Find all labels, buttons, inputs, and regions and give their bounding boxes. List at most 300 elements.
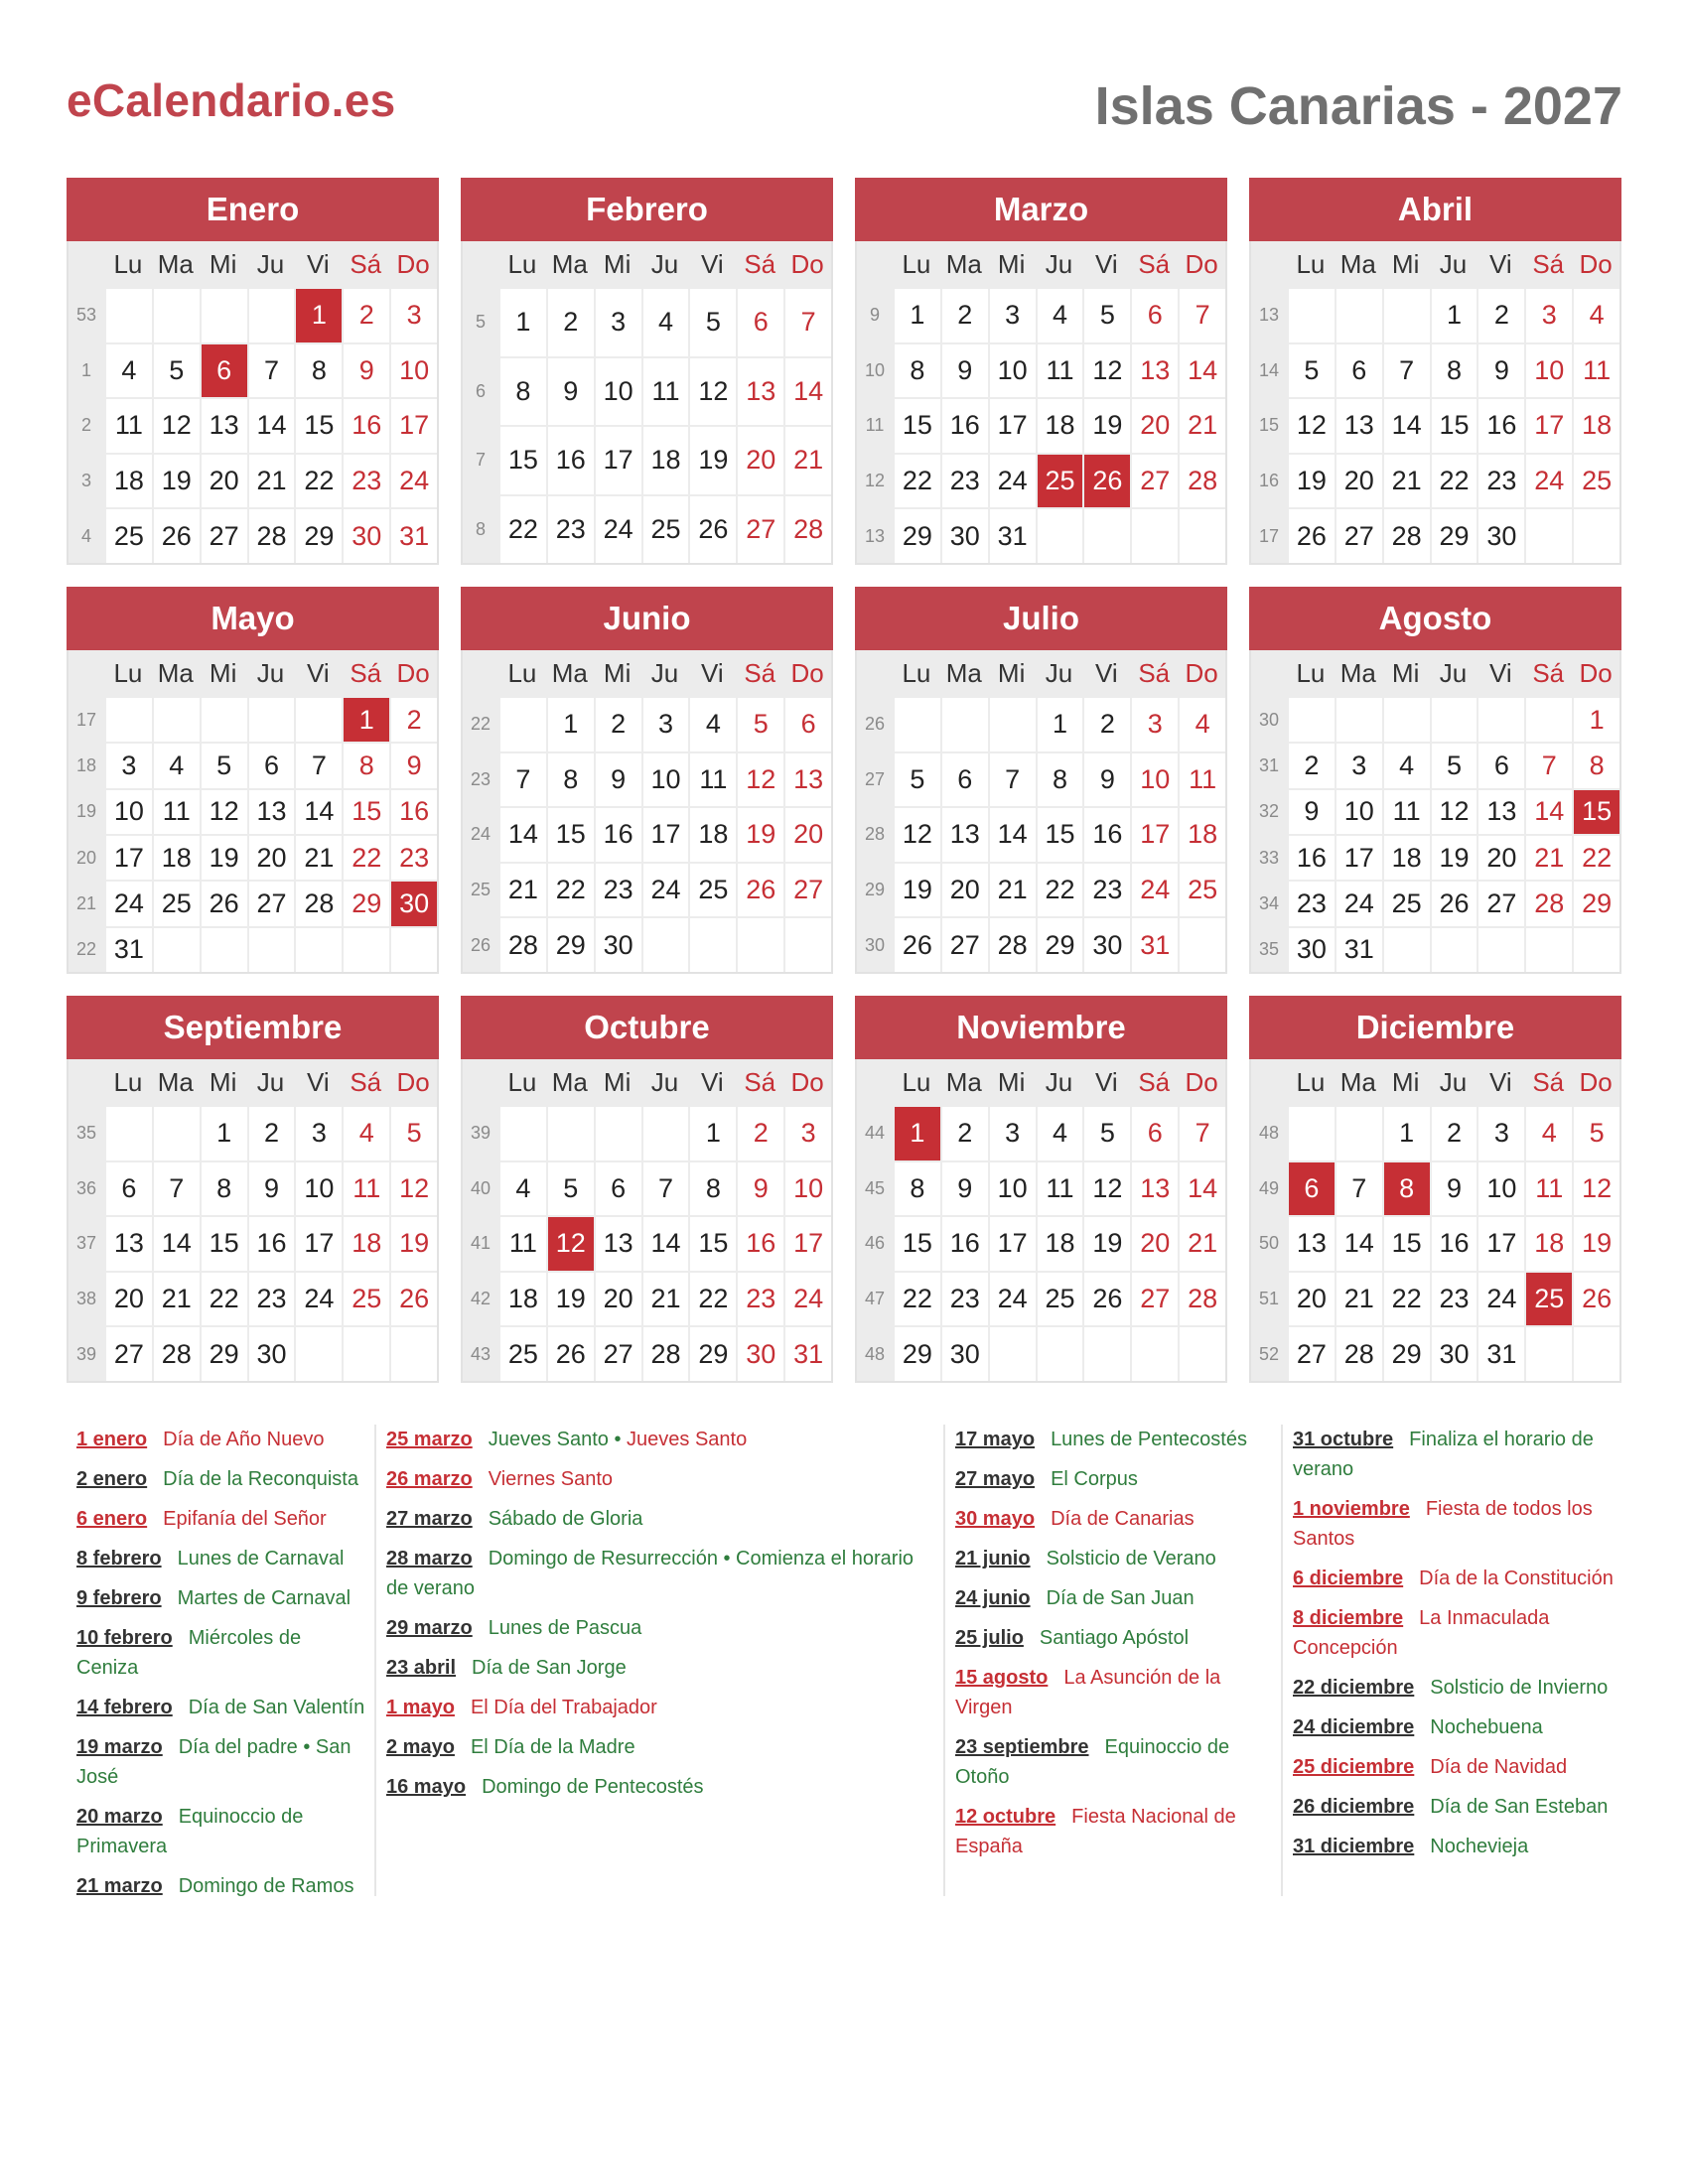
day-cell[interactable]: 4 bbox=[104, 344, 152, 398]
day-cell[interactable]: 15 bbox=[294, 399, 342, 453]
day-cell[interactable]: 20 bbox=[1130, 1217, 1178, 1271]
day-cell[interactable]: 29 bbox=[342, 882, 389, 925]
event-date[interactable]: 31 diciembre bbox=[1293, 1836, 1415, 1857]
day-cell[interactable]: 4 bbox=[498, 1162, 546, 1216]
day-cell[interactable]: 1 bbox=[498, 289, 546, 356]
day-cell[interactable]: 9 bbox=[940, 1162, 988, 1216]
day-cell[interactable]: 11 bbox=[641, 358, 689, 426]
day-cell[interactable]: 22 bbox=[688, 1273, 736, 1326]
day-cell[interactable]: 13 bbox=[736, 358, 783, 426]
day-cell[interactable]: 20 bbox=[594, 1273, 641, 1326]
day-cell[interactable]: 10 bbox=[294, 1162, 342, 1216]
day-cell[interactable]: 7 bbox=[1178, 289, 1225, 342]
day-cell[interactable]: 11 bbox=[498, 1217, 546, 1271]
day-cell[interactable]: 14 bbox=[988, 808, 1036, 862]
day-cell[interactable]: 10 bbox=[389, 344, 437, 398]
day-cell[interactable]: 17 bbox=[1130, 808, 1178, 862]
day-cell[interactable]: 15 bbox=[1382, 1217, 1430, 1271]
event-date[interactable]: 24 diciembre bbox=[1293, 1716, 1415, 1738]
day-cell[interactable]: 4 bbox=[1178, 698, 1225, 751]
day-cell[interactable]: 5 bbox=[688, 289, 736, 356]
day-cell[interactable]: 1 bbox=[893, 1107, 940, 1160]
day-cell[interactable]: 20 bbox=[783, 808, 831, 862]
day-cell[interactable]: 1 bbox=[893, 289, 940, 342]
day-cell[interactable]: 15 bbox=[546, 808, 594, 862]
day-cell[interactable]: 17 bbox=[1524, 399, 1572, 453]
day-cell[interactable]: 23 bbox=[1430, 1273, 1477, 1326]
day-cell[interactable]: 28 bbox=[1178, 455, 1225, 508]
event-date[interactable]: 9 febrero bbox=[76, 1587, 162, 1609]
day-cell[interactable]: 15 bbox=[200, 1217, 247, 1271]
day-cell[interactable]: 13 bbox=[200, 399, 247, 453]
day-cell[interactable]: 20 bbox=[1477, 836, 1524, 880]
day-cell[interactable]: 20 bbox=[247, 836, 295, 880]
day-cell[interactable]: 8 bbox=[1036, 753, 1083, 807]
event-date[interactable]: 10 febrero bbox=[76, 1627, 173, 1649]
day-cell[interactable]: 13 bbox=[594, 1217, 641, 1271]
day-cell[interactable]: 30 bbox=[247, 1327, 295, 1381]
day-cell[interactable]: 8 bbox=[1382, 1162, 1430, 1216]
day-cell[interactable]: 11 bbox=[104, 399, 152, 453]
day-cell[interactable]: 23 bbox=[940, 455, 988, 508]
day-cell[interactable]: 19 bbox=[1430, 836, 1477, 880]
day-cell[interactable]: 7 bbox=[783, 289, 831, 356]
day-cell[interactable]: 26 bbox=[688, 496, 736, 564]
day-cell[interactable]: 23 bbox=[546, 496, 594, 564]
event-date[interactable]: 28 marzo bbox=[386, 1548, 473, 1570]
day-cell[interactable]: 19 bbox=[1082, 399, 1130, 453]
day-cell[interactable]: 12 bbox=[1082, 1162, 1130, 1216]
day-cell[interactable]: 27 bbox=[1130, 455, 1178, 508]
day-cell[interactable]: 9 bbox=[247, 1162, 295, 1216]
day-cell[interactable]: 13 bbox=[783, 753, 831, 807]
day-cell[interactable]: 14 bbox=[294, 790, 342, 834]
day-cell[interactable]: 6 bbox=[1130, 1107, 1178, 1160]
day-cell[interactable]: 21 bbox=[247, 455, 295, 508]
day-cell[interactable]: 3 bbox=[1477, 1107, 1524, 1160]
day-cell[interactable]: 10 bbox=[783, 1162, 831, 1216]
day-cell[interactable]: 16 bbox=[940, 399, 988, 453]
day-cell[interactable]: 7 bbox=[152, 1162, 200, 1216]
day-cell[interactable]: 19 bbox=[1287, 455, 1335, 508]
day-cell[interactable]: 30 bbox=[594, 918, 641, 972]
day-cell[interactable]: 6 bbox=[247, 744, 295, 787]
day-cell[interactable]: 24 bbox=[104, 882, 152, 925]
day-cell[interactable]: 7 bbox=[1524, 744, 1572, 787]
day-cell[interactable]: 17 bbox=[594, 427, 641, 494]
day-cell[interactable]: 12 bbox=[546, 1217, 594, 1271]
day-cell[interactable]: 6 bbox=[1477, 744, 1524, 787]
day-cell[interactable]: 9 bbox=[1477, 344, 1524, 398]
day-cell[interactable]: 16 bbox=[342, 399, 389, 453]
day-cell[interactable]: 2 bbox=[1477, 289, 1524, 342]
event-date[interactable]: 31 octubre bbox=[1293, 1429, 1394, 1450]
day-cell[interactable]: 29 bbox=[546, 918, 594, 972]
day-cell[interactable]: 4 bbox=[152, 744, 200, 787]
day-cell[interactable]: 26 bbox=[152, 509, 200, 563]
day-cell[interactable]: 1 bbox=[200, 1107, 247, 1160]
day-cell[interactable]: 8 bbox=[294, 344, 342, 398]
event-date[interactable]: 17 mayo bbox=[955, 1429, 1036, 1450]
day-cell[interactable]: 5 bbox=[200, 744, 247, 787]
day-cell[interactable]: 22 bbox=[294, 455, 342, 508]
day-cell[interactable]: 10 bbox=[988, 344, 1036, 398]
day-cell[interactable]: 26 bbox=[1572, 1273, 1619, 1326]
day-cell[interactable]: 15 bbox=[1430, 399, 1477, 453]
day-cell[interactable]: 4 bbox=[1524, 1107, 1572, 1160]
day-cell[interactable]: 4 bbox=[342, 1107, 389, 1160]
day-cell[interactable]: 24 bbox=[1524, 455, 1572, 508]
day-cell[interactable]: 27 bbox=[783, 864, 831, 917]
day-cell[interactable]: 4 bbox=[1382, 744, 1430, 787]
day-cell[interactable]: 2 bbox=[342, 289, 389, 342]
day-cell[interactable]: 30 bbox=[1082, 918, 1130, 972]
event-date[interactable]: 8 febrero bbox=[76, 1548, 162, 1570]
day-cell[interactable]: 6 bbox=[1287, 1162, 1335, 1216]
day-cell[interactable]: 16 bbox=[594, 808, 641, 862]
day-cell[interactable]: 29 bbox=[893, 1327, 940, 1381]
day-cell[interactable]: 3 bbox=[104, 744, 152, 787]
day-cell[interactable]: 30 bbox=[1287, 928, 1335, 972]
day-cell[interactable]: 12 bbox=[1287, 399, 1335, 453]
day-cell[interactable]: 4 bbox=[688, 698, 736, 751]
day-cell[interactable]: 16 bbox=[1430, 1217, 1477, 1271]
day-cell[interactable]: 14 bbox=[641, 1217, 689, 1271]
day-cell[interactable]: 23 bbox=[594, 864, 641, 917]
day-cell[interactable]: 21 bbox=[1335, 1273, 1382, 1326]
day-cell[interactable]: 27 bbox=[1130, 1273, 1178, 1326]
day-cell[interactable]: 29 bbox=[1382, 1327, 1430, 1381]
day-cell[interactable]: 9 bbox=[342, 344, 389, 398]
day-cell[interactable]: 30 bbox=[389, 882, 437, 925]
day-cell[interactable]: 20 bbox=[1287, 1273, 1335, 1326]
day-cell[interactable]: 8 bbox=[1430, 344, 1477, 398]
day-cell[interactable]: 11 bbox=[152, 790, 200, 834]
day-cell[interactable]: 18 bbox=[342, 1217, 389, 1271]
day-cell[interactable]: 14 bbox=[1382, 399, 1430, 453]
day-cell[interactable]: 28 bbox=[641, 1327, 689, 1381]
day-cell[interactable]: 11 bbox=[1524, 1162, 1572, 1216]
day-cell[interactable]: 1 bbox=[1430, 289, 1477, 342]
day-cell[interactable]: 31 bbox=[1477, 1327, 1524, 1381]
event-date[interactable]: 25 marzo bbox=[386, 1429, 473, 1450]
day-cell[interactable]: 25 bbox=[688, 864, 736, 917]
event-date[interactable]: 15 agosto bbox=[955, 1667, 1049, 1689]
day-cell[interactable]: 20 bbox=[736, 427, 783, 494]
day-cell[interactable]: 26 bbox=[1287, 509, 1335, 563]
day-cell[interactable]: 10 bbox=[1130, 753, 1178, 807]
day-cell[interactable]: 25 bbox=[498, 1327, 546, 1381]
event-date[interactable]: 6 diciembre bbox=[1293, 1568, 1404, 1589]
day-cell[interactable]: 14 bbox=[152, 1217, 200, 1271]
day-cell[interactable]: 5 bbox=[546, 1162, 594, 1216]
event-date[interactable]: 25 diciembre bbox=[1293, 1756, 1415, 1778]
day-cell[interactable]: 26 bbox=[736, 864, 783, 917]
day-cell[interactable]: 8 bbox=[498, 358, 546, 426]
event-date[interactable]: 30 mayo bbox=[955, 1508, 1036, 1530]
day-cell[interactable]: 27 bbox=[1477, 882, 1524, 925]
day-cell[interactable]: 16 bbox=[546, 427, 594, 494]
event-date[interactable]: 21 junio bbox=[955, 1548, 1031, 1570]
day-cell[interactable]: 30 bbox=[940, 1327, 988, 1381]
day-cell[interactable]: 2 bbox=[594, 698, 641, 751]
day-cell[interactable]: 23 bbox=[940, 1273, 988, 1326]
day-cell[interactable]: 7 bbox=[294, 744, 342, 787]
day-cell[interactable]: 29 bbox=[200, 1327, 247, 1381]
day-cell[interactable]: 1 bbox=[294, 289, 342, 342]
event-date[interactable]: 2 enero bbox=[76, 1468, 148, 1490]
day-cell[interactable]: 18 bbox=[1382, 836, 1430, 880]
day-cell[interactable]: 22 bbox=[1036, 864, 1083, 917]
day-cell[interactable]: 6 bbox=[783, 698, 831, 751]
day-cell[interactable]: 1 bbox=[546, 698, 594, 751]
day-cell[interactable]: 9 bbox=[594, 753, 641, 807]
day-cell[interactable]: 24 bbox=[1477, 1273, 1524, 1326]
day-cell[interactable]: 15 bbox=[342, 790, 389, 834]
day-cell[interactable]: 29 bbox=[1572, 882, 1619, 925]
day-cell[interactable]: 7 bbox=[1335, 1162, 1382, 1216]
day-cell[interactable]: 3 bbox=[594, 289, 641, 356]
day-cell[interactable]: 20 bbox=[200, 455, 247, 508]
day-cell[interactable]: 17 bbox=[389, 399, 437, 453]
day-cell[interactable]: 8 bbox=[342, 744, 389, 787]
event-date[interactable]: 12 octubre bbox=[955, 1806, 1056, 1828]
day-cell[interactable]: 21 bbox=[1382, 455, 1430, 508]
day-cell[interactable]: 14 bbox=[247, 399, 295, 453]
day-cell[interactable]: 25 bbox=[1524, 1273, 1572, 1326]
day-cell[interactable]: 15 bbox=[893, 1217, 940, 1271]
day-cell[interactable]: 27 bbox=[104, 1327, 152, 1381]
day-cell[interactable]: 27 bbox=[200, 509, 247, 563]
event-date[interactable]: 27 mayo bbox=[955, 1468, 1036, 1490]
day-cell[interactable]: 11 bbox=[342, 1162, 389, 1216]
day-cell[interactable]: 12 bbox=[1430, 790, 1477, 834]
day-cell[interactable]: 16 bbox=[940, 1217, 988, 1271]
day-cell[interactable]: 24 bbox=[988, 455, 1036, 508]
day-cell[interactable]: 14 bbox=[498, 808, 546, 862]
day-cell[interactable]: 30 bbox=[940, 509, 988, 563]
day-cell[interactable]: 3 bbox=[641, 698, 689, 751]
day-cell[interactable]: 22 bbox=[1572, 836, 1619, 880]
day-cell[interactable]: 31 bbox=[783, 1327, 831, 1381]
day-cell[interactable]: 24 bbox=[641, 864, 689, 917]
day-cell[interactable]: 9 bbox=[736, 1162, 783, 1216]
day-cell[interactable]: 17 bbox=[294, 1217, 342, 1271]
event-date[interactable]: 23 septiembre bbox=[955, 1736, 1089, 1758]
day-cell[interactable]: 28 bbox=[498, 918, 546, 972]
day-cell[interactable]: 2 bbox=[1430, 1107, 1477, 1160]
day-cell[interactable]: 5 bbox=[1287, 344, 1335, 398]
day-cell[interactable]: 23 bbox=[389, 836, 437, 880]
day-cell[interactable]: 18 bbox=[1178, 808, 1225, 862]
day-cell[interactable]: 31 bbox=[1130, 918, 1178, 972]
day-cell[interactable]: 24 bbox=[1335, 882, 1382, 925]
day-cell[interactable]: 13 bbox=[1287, 1217, 1335, 1271]
day-cell[interactable]: 14 bbox=[1178, 344, 1225, 398]
day-cell[interactable]: 7 bbox=[641, 1162, 689, 1216]
day-cell[interactable]: 12 bbox=[736, 753, 783, 807]
day-cell[interactable]: 10 bbox=[594, 358, 641, 426]
day-cell[interactable]: 29 bbox=[688, 1327, 736, 1381]
day-cell[interactable]: 20 bbox=[104, 1273, 152, 1326]
day-cell[interactable]: 21 bbox=[1178, 399, 1225, 453]
day-cell[interactable]: 25 bbox=[1036, 455, 1083, 508]
day-cell[interactable]: 10 bbox=[1477, 1162, 1524, 1216]
day-cell[interactable]: 25 bbox=[641, 496, 689, 564]
day-cell[interactable]: 26 bbox=[200, 882, 247, 925]
day-cell[interactable]: 1 bbox=[342, 698, 389, 742]
day-cell[interactable]: 30 bbox=[1430, 1327, 1477, 1381]
day-cell[interactable]: 25 bbox=[1382, 882, 1430, 925]
day-cell[interactable]: 3 bbox=[1130, 698, 1178, 751]
day-cell[interactable]: 21 bbox=[152, 1273, 200, 1326]
day-cell[interactable]: 5 bbox=[893, 753, 940, 807]
day-cell[interactable]: 31 bbox=[104, 928, 152, 972]
day-cell[interactable]: 11 bbox=[688, 753, 736, 807]
event-date[interactable]: 16 mayo bbox=[386, 1776, 467, 1798]
day-cell[interactable]: 10 bbox=[104, 790, 152, 834]
day-cell[interactable]: 28 bbox=[783, 496, 831, 564]
day-cell[interactable]: 3 bbox=[988, 289, 1036, 342]
day-cell[interactable]: 2 bbox=[389, 698, 437, 742]
day-cell[interactable]: 14 bbox=[1524, 790, 1572, 834]
day-cell[interactable]: 15 bbox=[498, 427, 546, 494]
day-cell[interactable]: 2 bbox=[546, 289, 594, 356]
day-cell[interactable]: 2 bbox=[1287, 744, 1335, 787]
day-cell[interactable]: 19 bbox=[152, 455, 200, 508]
day-cell[interactable]: 2 bbox=[940, 289, 988, 342]
day-cell[interactable]: 5 bbox=[1572, 1107, 1619, 1160]
day-cell[interactable]: 24 bbox=[1130, 864, 1178, 917]
day-cell[interactable]: 4 bbox=[1036, 289, 1083, 342]
day-cell[interactable]: 15 bbox=[1572, 790, 1619, 834]
day-cell[interactable]: 22 bbox=[498, 496, 546, 564]
day-cell[interactable]: 28 bbox=[1335, 1327, 1382, 1381]
day-cell[interactable]: 2 bbox=[940, 1107, 988, 1160]
day-cell[interactable]: 25 bbox=[104, 509, 152, 563]
day-cell[interactable]: 20 bbox=[940, 864, 988, 917]
day-cell[interactable]: 3 bbox=[783, 1107, 831, 1160]
day-cell[interactable]: 17 bbox=[1477, 1217, 1524, 1271]
day-cell[interactable]: 19 bbox=[893, 864, 940, 917]
day-cell[interactable]: 8 bbox=[688, 1162, 736, 1216]
day-cell[interactable]: 5 bbox=[389, 1107, 437, 1160]
day-cell[interactable]: 1 bbox=[1036, 698, 1083, 751]
day-cell[interactable]: 13 bbox=[1130, 344, 1178, 398]
day-cell[interactable]: 19 bbox=[736, 808, 783, 862]
day-cell[interactable]: 17 bbox=[988, 1217, 1036, 1271]
event-date[interactable]: 26 diciembre bbox=[1293, 1796, 1415, 1818]
event-date[interactable]: 26 marzo bbox=[386, 1468, 473, 1490]
day-cell[interactable]: 13 bbox=[104, 1217, 152, 1271]
day-cell[interactable]: 15 bbox=[893, 399, 940, 453]
day-cell[interactable]: 16 bbox=[1287, 836, 1335, 880]
day-cell[interactable]: 12 bbox=[389, 1162, 437, 1216]
day-cell[interactable]: 12 bbox=[893, 808, 940, 862]
day-cell[interactable]: 5 bbox=[1430, 744, 1477, 787]
day-cell[interactable]: 24 bbox=[594, 496, 641, 564]
day-cell[interactable]: 31 bbox=[1335, 928, 1382, 972]
day-cell[interactable]: 17 bbox=[988, 399, 1036, 453]
day-cell[interactable]: 26 bbox=[389, 1273, 437, 1326]
event-date[interactable]: 2 mayo bbox=[386, 1736, 455, 1758]
day-cell[interactable]: 5 bbox=[152, 344, 200, 398]
day-cell[interactable]: 21 bbox=[1524, 836, 1572, 880]
event-date[interactable]: 21 marzo bbox=[76, 1875, 163, 1897]
day-cell[interactable]: 26 bbox=[546, 1327, 594, 1381]
day-cell[interactable]: 28 bbox=[1178, 1273, 1225, 1326]
day-cell[interactable]: 2 bbox=[1082, 698, 1130, 751]
day-cell[interactable]: 19 bbox=[389, 1217, 437, 1271]
day-cell[interactable]: 27 bbox=[247, 882, 295, 925]
day-cell[interactable]: 28 bbox=[1382, 509, 1430, 563]
day-cell[interactable]: 18 bbox=[688, 808, 736, 862]
day-cell[interactable]: 13 bbox=[247, 790, 295, 834]
day-cell[interactable]: 23 bbox=[1082, 864, 1130, 917]
day-cell[interactable]: 7 bbox=[1178, 1107, 1225, 1160]
day-cell[interactable]: 22 bbox=[893, 1273, 940, 1326]
day-cell[interactable]: 11 bbox=[1036, 1162, 1083, 1216]
day-cell[interactable]: 11 bbox=[1382, 790, 1430, 834]
day-cell[interactable]: 24 bbox=[294, 1273, 342, 1326]
day-cell[interactable]: 25 bbox=[1036, 1273, 1083, 1326]
day-cell[interactable]: 12 bbox=[200, 790, 247, 834]
day-cell[interactable]: 3 bbox=[988, 1107, 1036, 1160]
day-cell[interactable]: 23 bbox=[1287, 882, 1335, 925]
day-cell[interactable]: 18 bbox=[152, 836, 200, 880]
day-cell[interactable]: 26 bbox=[1082, 1273, 1130, 1326]
day-cell[interactable]: 16 bbox=[247, 1217, 295, 1271]
day-cell[interactable]: 1 bbox=[688, 1107, 736, 1160]
day-cell[interactable]: 25 bbox=[152, 882, 200, 925]
day-cell[interactable]: 28 bbox=[247, 509, 295, 563]
day-cell[interactable]: 18 bbox=[498, 1273, 546, 1326]
day-cell[interactable]: 2 bbox=[247, 1107, 295, 1160]
day-cell[interactable]: 29 bbox=[893, 509, 940, 563]
day-cell[interactable]: 24 bbox=[783, 1273, 831, 1326]
day-cell[interactable]: 24 bbox=[988, 1273, 1036, 1326]
day-cell[interactable]: 28 bbox=[294, 882, 342, 925]
day-cell[interactable]: 16 bbox=[736, 1217, 783, 1271]
day-cell[interactable]: 6 bbox=[1335, 344, 1382, 398]
day-cell[interactable]: 6 bbox=[1130, 289, 1178, 342]
day-cell[interactable]: 30 bbox=[736, 1327, 783, 1381]
day-cell[interactable]: 15 bbox=[1036, 808, 1083, 862]
day-cell[interactable]: 7 bbox=[498, 753, 546, 807]
day-cell[interactable]: 26 bbox=[1082, 455, 1130, 508]
day-cell[interactable]: 9 bbox=[1287, 790, 1335, 834]
day-cell[interactable]: 23 bbox=[247, 1273, 295, 1326]
day-cell[interactable]: 17 bbox=[104, 836, 152, 880]
day-cell[interactable]: 8 bbox=[1572, 744, 1619, 787]
day-cell[interactable]: 14 bbox=[1335, 1217, 1382, 1271]
day-cell[interactable]: 8 bbox=[200, 1162, 247, 1216]
day-cell[interactable]: 20 bbox=[1335, 455, 1382, 508]
day-cell[interactable]: 18 bbox=[1036, 1217, 1083, 1271]
day-cell[interactable]: 19 bbox=[688, 427, 736, 494]
day-cell[interactable]: 9 bbox=[940, 344, 988, 398]
day-cell[interactable]: 8 bbox=[893, 1162, 940, 1216]
day-cell[interactable]: 3 bbox=[1524, 289, 1572, 342]
day-cell[interactable]: 13 bbox=[940, 808, 988, 862]
event-date[interactable]: 27 marzo bbox=[386, 1508, 473, 1530]
day-cell[interactable]: 18 bbox=[1036, 399, 1083, 453]
event-date[interactable]: 1 noviembre bbox=[1293, 1498, 1410, 1520]
event-date[interactable]: 23 abril bbox=[386, 1657, 457, 1679]
day-cell[interactable]: 2 bbox=[736, 1107, 783, 1160]
day-cell[interactable]: 1 bbox=[1572, 698, 1619, 742]
day-cell[interactable]: 23 bbox=[342, 455, 389, 508]
